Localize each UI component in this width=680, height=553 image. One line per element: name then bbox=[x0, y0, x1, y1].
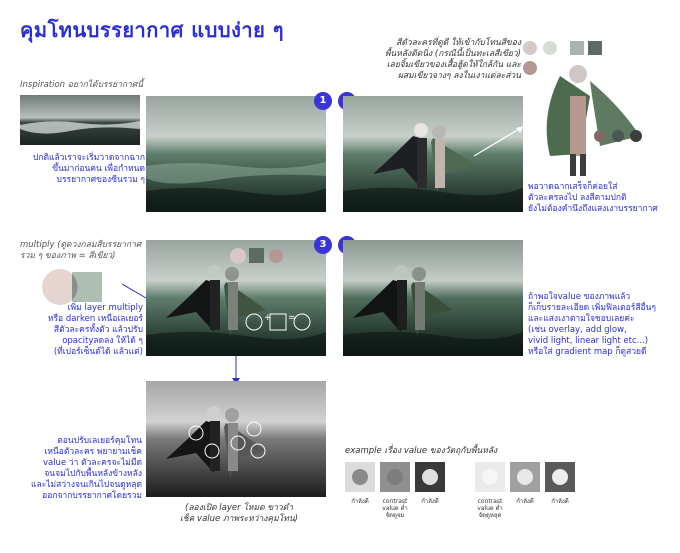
swatch-1 bbox=[523, 41, 537, 55]
pointer-arrow-multiply bbox=[120, 282, 150, 302]
swatch-4 bbox=[523, 61, 537, 75]
formula-equals: = bbox=[288, 313, 296, 323]
swatch-6 bbox=[612, 130, 624, 142]
example-swatches-b bbox=[475, 462, 575, 494]
page-title: คุมโทนบรรยากาศ แบบง่าย ๆ bbox=[20, 18, 284, 42]
inspiration-image bbox=[20, 95, 140, 145]
step-badge-1: 1 bbox=[314, 92, 332, 110]
step3-multiply-panel bbox=[146, 240, 326, 356]
step1-background-panel bbox=[146, 96, 326, 212]
pointer-arrow bbox=[470, 120, 530, 160]
swatch-2 bbox=[543, 41, 557, 55]
example-label-b3: กำลังดี bbox=[551, 498, 569, 505]
example-label-a1: กำลังดี bbox=[351, 498, 369, 505]
inspiration-label: Inspiration อยากได้บรรยากาศนี้ bbox=[20, 80, 143, 90]
step-badge-3: 3 bbox=[314, 236, 332, 254]
example-label: example เรื่อง value ของวัตถุกับพื้นหลัง bbox=[345, 446, 498, 456]
example-label-b1: contrast value ต่ำ จัดดูหลุด bbox=[477, 498, 503, 519]
swatch-5 bbox=[594, 130, 606, 142]
note-scene-first: ปกติแล้วเราจะเริ่มวาดจากฉาก ขึ้นมาก่อนคน เพื่อกำหนด บรรยากาศของซีนรวม ๆ bbox=[32, 153, 145, 185]
step4-final-panel bbox=[343, 240, 523, 356]
example-label-a3: กำลังดี bbox=[421, 498, 439, 505]
note-value-check: ตอนปรับเลเยอร์คุมโทน เหนือตัวละคร พยายามเช็ค value ว่า ตัวละครจะไม่มืด จนจมไปกับพื้นหลังข้างหลัง และไม่สว่างจนเกินไปจนดูหลุด ออกจากบรรยากาศโดยรวม bbox=[31, 436, 142, 501]
grayscale-check-panel bbox=[146, 381, 326, 497]
formula-plus: + bbox=[264, 313, 272, 323]
note-finishing: ถ้าพอใจvalue ของภาพแล้ว ก็เก็บรายละเอียด เพิ่มฟิลเตอร์สีอื่นๆ และแสงเงาตามใจชอบเลยค่ะ (เช่น overlay, add glow, vivid light, linear light etc...) หรือใส่ gradient map ก็ดูสวยดี bbox=[528, 292, 657, 357]
note-multiply-layer: เพิ่ม layer multiply หรือ darken เหนือเลเยอร์ สีตัวละครทั้งตัว แล้วปรับ opacityลดลง ให้ได้ ๆ (ที่เปอร์เซ็นต์ได้ แล้วแต่) bbox=[47, 303, 143, 357]
character-reference bbox=[520, 36, 670, 186]
note-add-characters: พอวาดฉากเสร็จก็ค่อยใส่ ตัวละครลงไป ลงสีตามปกติ ยังไม่ต้องคำนึงถึงแสงเงาบรรยากาศ bbox=[528, 182, 658, 214]
swatch-7 bbox=[630, 130, 642, 142]
example-swatches-a bbox=[345, 462, 445, 494]
note-color-matching: สีตัวละครที่ดูดี ให้เข้ากับโทนสีของ พื้นหลังติดนิ่ง (กรณีนี้เป็นทะเลสีเขียว) เลยจิ้มเขียวของเสื้อฮู้ดให้ใกล้กัน และ ผสมเขียวจางๆ ลงในเงาแต่ละส่วน bbox=[384, 38, 521, 81]
multiply-label: multiply (ดูดวงกลมสีบรรยากาศ รวม ๆ ของภาพ = สีเขียว) bbox=[20, 240, 142, 261]
grayscale-caption: (ลองเปิด layer โหมด ขาวดำ เช็ค value ภาพระหว่างคุมโทน) bbox=[180, 503, 298, 524]
example-label-b2: กำลังดี bbox=[516, 498, 534, 505]
example-label-a2: contrast value ต่ำ จัดดูจม bbox=[382, 498, 408, 519]
